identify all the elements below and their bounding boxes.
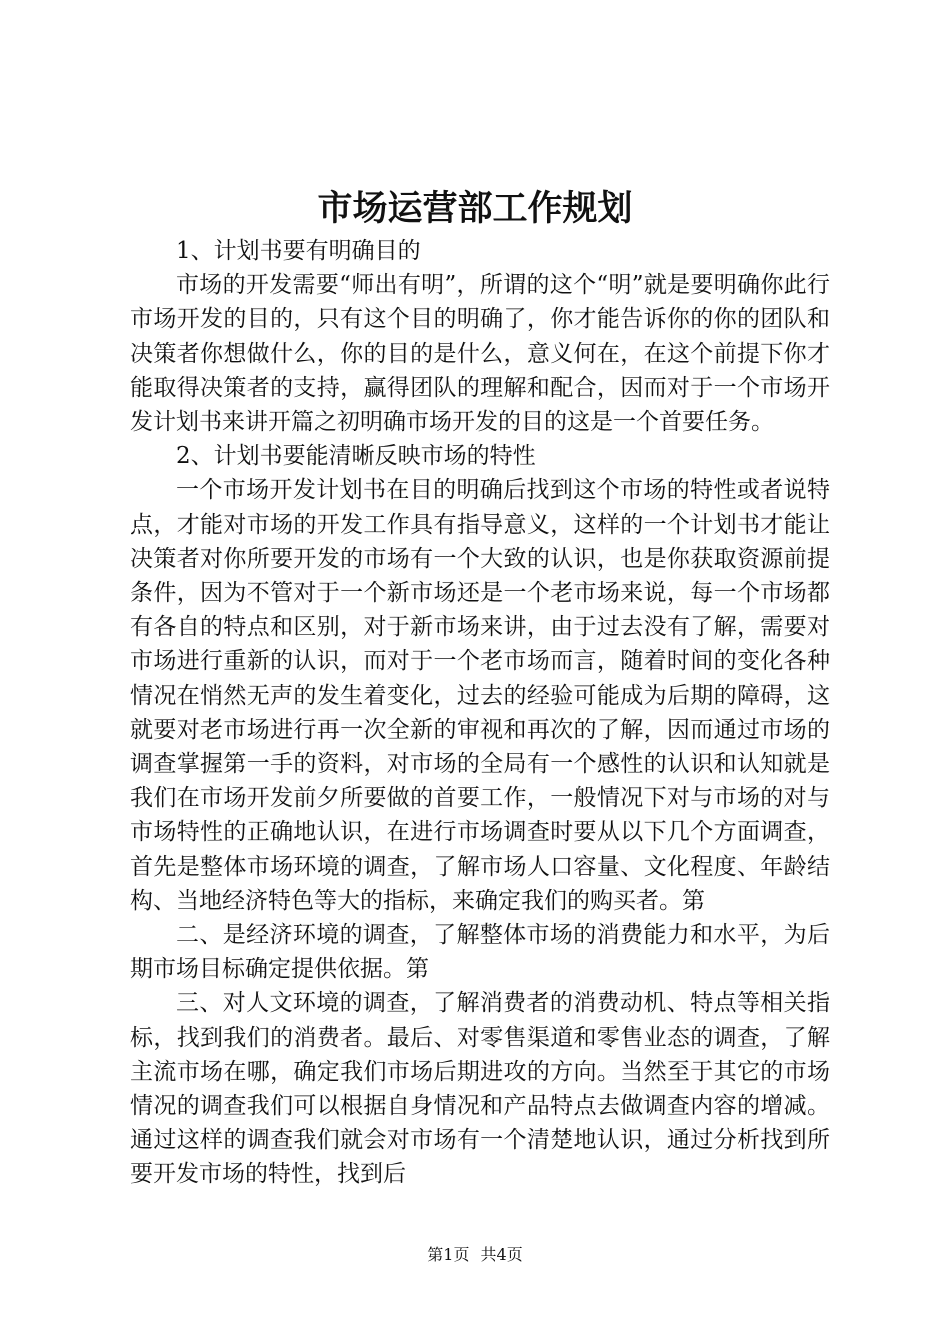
paragraph-heading-1: 1、计划书要有明确目的 bbox=[176, 238, 421, 264]
paragraph-2: 一个市场开发计划书在目的明确后找到这个市场的特性或者说特点，才能对市场的开发工作具有指导意义，这样的一个计划书才能让决策者对你所要开发的市场有一个大致的认识，也是你获取资源前提条件，因为不管对于一个新市场还是一个老市场来说，每一个市场都有各自的特点和区别，对于新市场来讲，由于过去没有了解，需要对市场进行重新的认识，而对于一个老市场而言，随着时间的变化各种情况在悄然无声的发生着变化，过去的经验可能成为后期的障碍，这就要对老市场进行再一次全新的审视和再次的了解，因而通过市场的调查掌握第一手的资料，对市场的全局有一个感性的认识和认知就是我们在市场开发前夕所要做的首要工作，一般情况下对与市场的对与市场特性的正确地认识，在进行市场调查时要从以下几个方面调查，首先是整体市场环境的调查，了解市场人口容量、文化程度、年龄结构、当地经济特色等大的指标，来确定我们的购买者。第 bbox=[130, 477, 830, 914]
document-title: 市场运营部工作规划 bbox=[317, 188, 633, 229]
page-footer bbox=[0, 1244, 950, 1266]
page-number: 第1页 bbox=[427, 1245, 470, 1264]
page-total: 共4页 bbox=[480, 1245, 523, 1264]
paragraph-4: 三、对人文环境的调查，了解消费者的消费动机、特点等相关指标，找到我们的消费者。最后、对零售渠道和零售业态的调查，了解主流市场在哪，确定我们市场后期进攻的方向。当然至于其它的市场情况的调查我们可以根据自身情况和产品特点去做调查内容的增减。通过这样的调查我们就会对市场有一个清楚地认识，通过分析找到所要开发市场的特性，找到后 bbox=[130, 990, 830, 1188]
paragraph-1: 市场的开发需要“师出有明”，所谓的这个“明”就是要明确你此行市场开发的目的，只有这个目的明确了，你才能告诉你的你的团队和决策者你想做什么，你的目的是什么，意义何在，在这个前提下你才能取得决策者的支持，赢得团队的理解和配合，因而对于一个市场开发计划书来讲开篇之初明确市场开发的目的这是一个首要任务。 bbox=[130, 272, 830, 436]
document-body bbox=[130, 234, 830, 1192]
paragraph-3: 二、是经济环境的调查，了解整体市场的消费能力和水平，为后期市场目标确定提供依据。第 bbox=[130, 922, 830, 983]
paragraph-heading-2: 2、计划书要能清晰反映市场的特性 bbox=[176, 443, 536, 470]
